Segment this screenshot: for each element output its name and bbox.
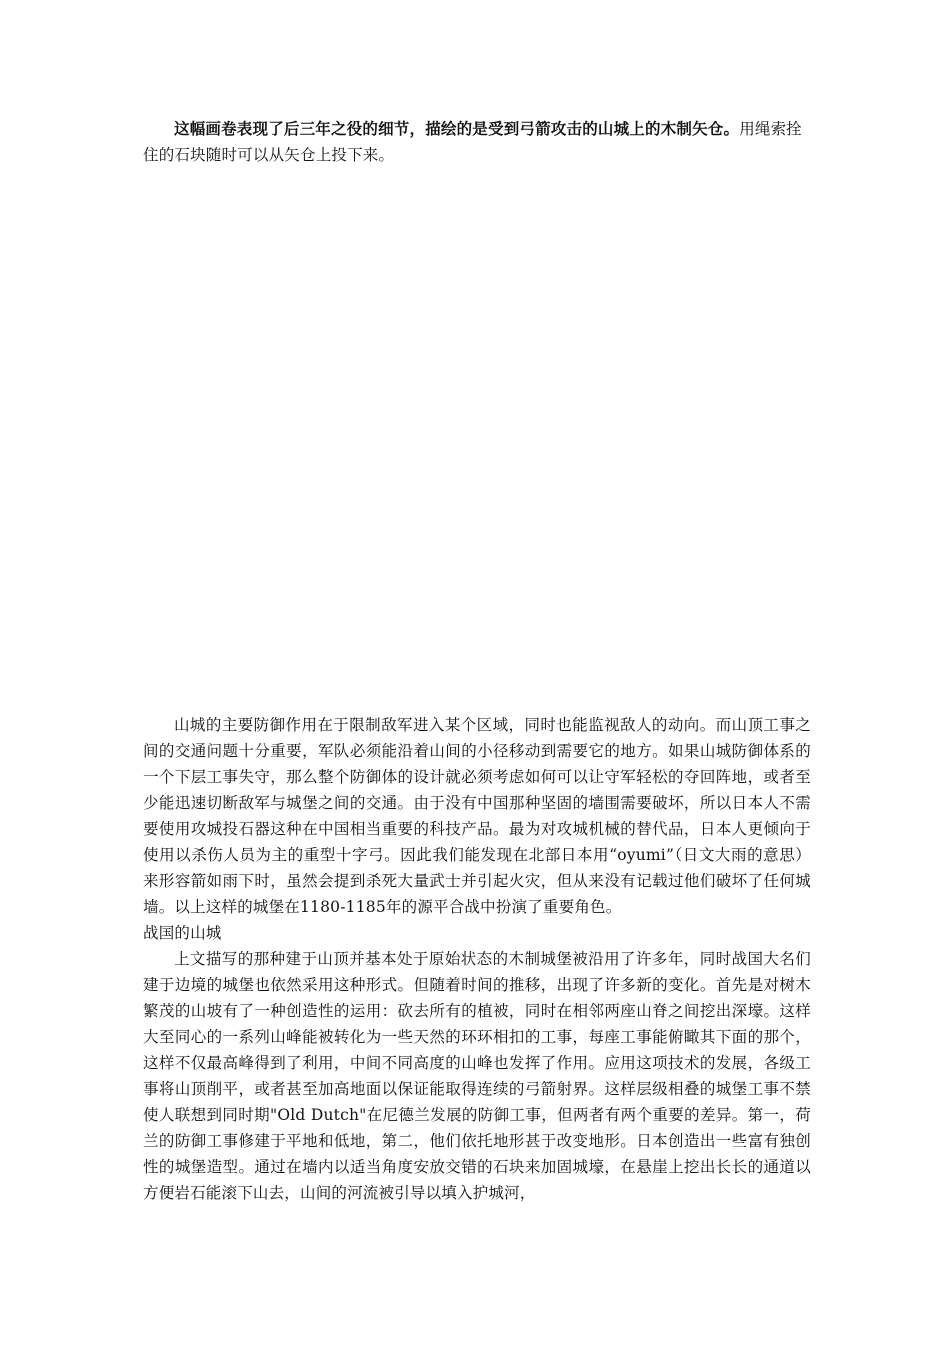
image-caption <box>143 116 811 168</box>
caption-normal-text: 用绳索拴住的石块随时可以从矢仓上投下来。 <box>143 120 803 164</box>
section-heading: 战国的山城 <box>143 924 222 942</box>
body-text <box>143 712 811 1206</box>
blank-image-area <box>143 180 811 700</box>
caption-bold-text: 这幅画卷表现了后三年之役的细节，描绘的是受到弓箭攻击的山城上的木制矢仓。 <box>174 119 740 138</box>
paragraph-defense: 山城的主要防御作用在于限制敌军进入某个区域，同时也能监视敌人的动向。而山顶工事之间的交通问题十分重要，军队必须能沿着山间的小径移动到需要它的地方。如果山城防御体系的一个下层工事失守，那么整个防御体的设计就必须考虑如何可以让守军轻松的夺回阵地，或者至少能迅速切断敌军与城堡之间的交通。由于没有中国那种坚固的墙围需要破坏，所以日本人不需要使用攻城投石器这种在中国相当重要的科技产品。最为对攻城机械的替代品，日本人更倾向于使用以杀伤人员为主的重型十字弓。因此我们能发现在北部日本用“oyumi”（日文大雨的意思）来形容箭如雨下时，虽然会提到杀死大量武士并引起火灾，但从来没有记载过他们破坏了任何城墙。以上这样的城堡在1180-1185年的源平合战中扮演了重要角色。 <box>143 716 811 916</box>
paragraph-sengoku: 上文描写的那种建于山顶并基本处于原始状态的木制城堡被沿用了许多年，同时战国大名们建于边境的城堡也依然采用这种形式。但随着时间的推移，出现了许多新的变化。首先是对树木繁茂的山坡有了一种创造性的运用：砍去所有的植被，同时在相邻两座山脊之间挖出深壕。这样大至同心的一系列山峰能被转化为一些天然的环环相扣的工事，每座工事能俯瞰其下面的那个，这样不仅最高峰得到了利用，中间不同高度的山峰也发挥了作用。应用这项技术的发展，各级工事将山顶削平，或者甚至加高地面以保证能取得连续的弓箭射界。这样层级相叠的城堡工事不禁使人联想到同时期"Old Dutch"在尼德兰发展的防御工事，但两者有两个重要的差异。第一，荷兰的防御工事修建于平地和低地，第二，他们依托地形甚于改变地形。日本创造出一些富有独创性的城堡造型。通过在墙内以适当角度安放交错的石块来加固城壕，在悬崖上挖出长长的通道以方便岩石能滚下山去，山间的河流被引导以填入护城河， <box>143 950 811 1202</box>
